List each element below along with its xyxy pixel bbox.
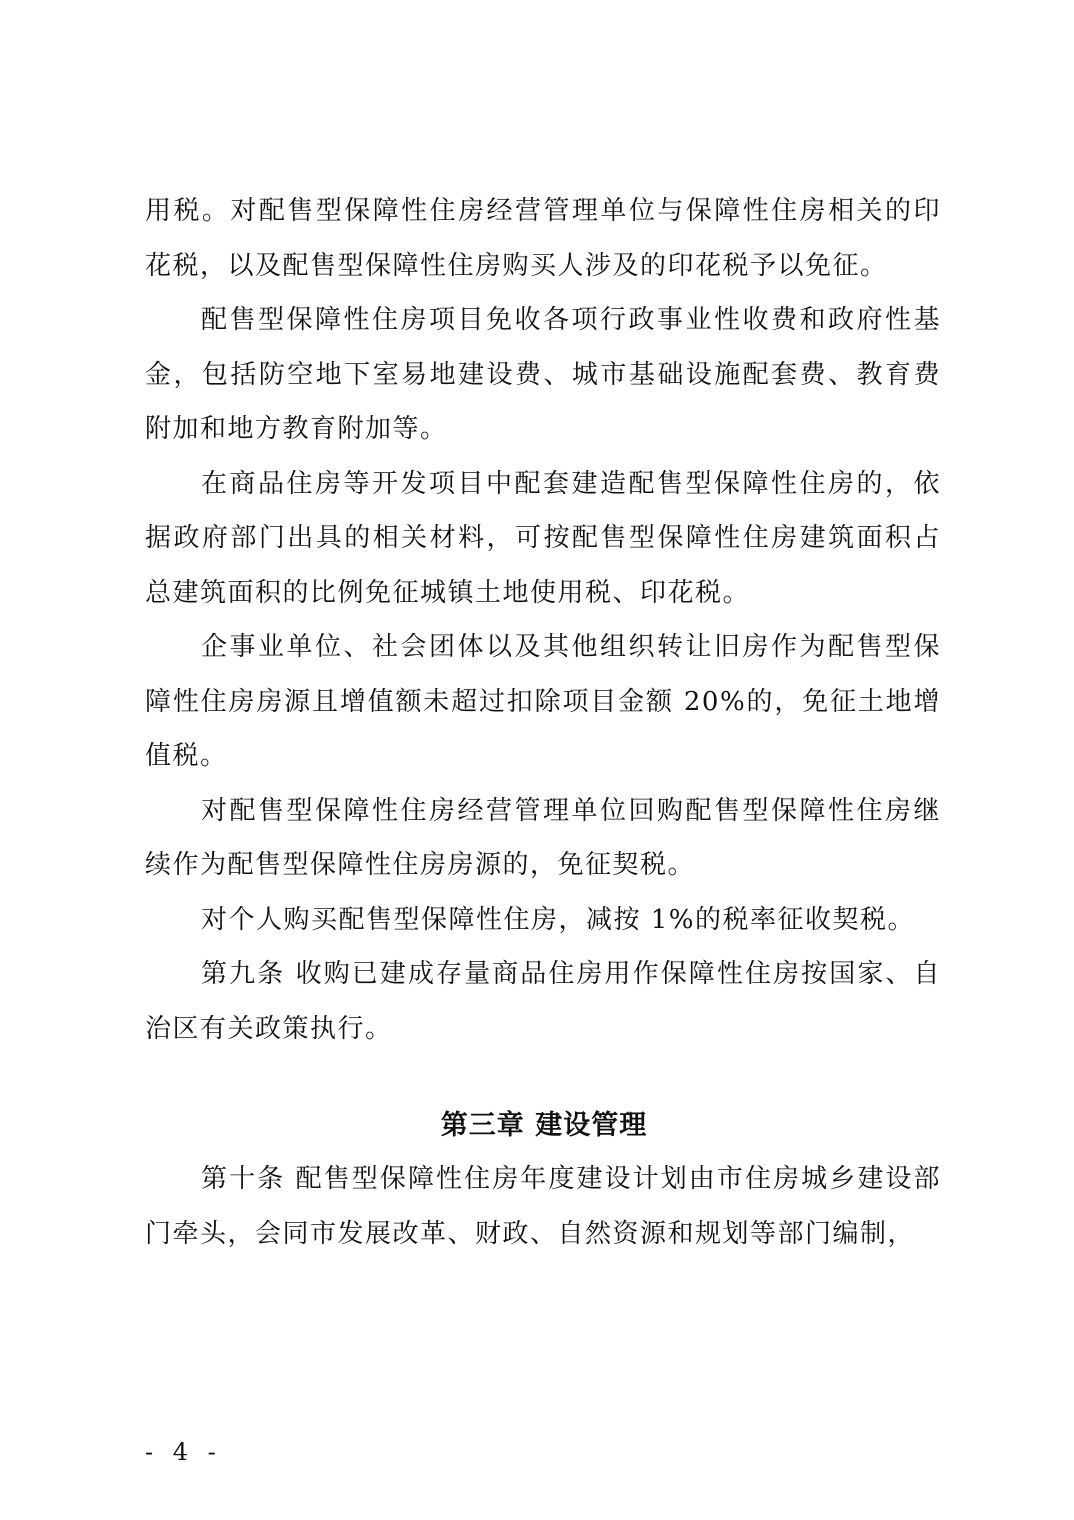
chapter-title: 第三章 建设管理	[440, 1110, 648, 1141]
paragraph-deed-tax-buyback: 对配售型保障性住房经营管理单位回购配售型保障性住房继续作为配售型保障性住房房源的，免征契税。	[145, 795, 941, 880]
page-number: - 4 -	[145, 1438, 222, 1466]
article-ten: 第十条 配售型保障性住房年度建设计划由市住房城乡建设部门牵头，会同市发展改革、财政、自然资源和规划等部门编制，	[145, 1164, 941, 1249]
article-nine: 第九条 收购已建成存量商品住房用作保障性住房按国家、自治区有关政策执行。	[145, 959, 941, 1044]
paragraph-land-value-tax: 企事业单位、社会团体以及其他组织转让旧房作为配售型保障性住房房源且增值额未超过扣除项目金额 20%的，免征土地增值税。	[145, 632, 941, 771]
paragraph-fee-exemption: 配售型保障性住房项目免收各项行政事业性收费和政府性基金，包括防空地下室易地建设费、城市基础设施配套费、教育费附加和地方教育附加等。	[145, 305, 941, 444]
paragraph-deed-tax-personal: 对个人购买配售型保障性住房，减按 1%的税率征收契税。	[201, 904, 916, 935]
paragraph-land-use-tax: 在商品住房等开发项目中配套建造配售型保障性住房的，依据政府部门出具的相关材料，可按配售型保障性住房建筑面积占总建筑面积的比例免征城镇土地使用税、印花税。	[145, 468, 941, 608]
paragraph-continuation: 用税。对配售型保障性住房经营管理单位与保障性住房相关的印花税，以及配售型保障性住房购买人涉及的印花税予以免征。	[145, 196, 941, 281]
page-content	[145, 184, 941, 1261]
